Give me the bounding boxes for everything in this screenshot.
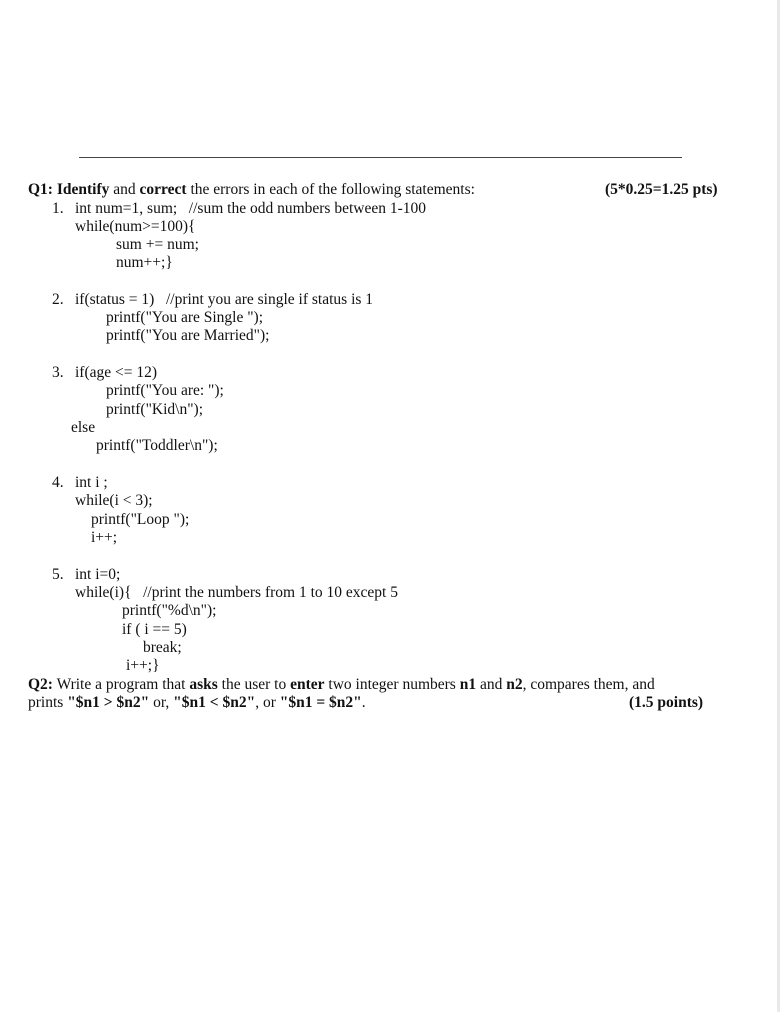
q1-heading (28, 181, 475, 199)
q2-text: prints (28, 694, 68, 711)
q1-identify: Identify (56, 181, 110, 198)
item-5-number: 5. (52, 566, 64, 583)
item-5-line-1: int i=0; (75, 566, 121, 583)
item-3-line-3: printf("Kid\n"); (106, 401, 204, 418)
q2-n1: n1 (459, 676, 477, 693)
q1-instruction: the errors in each of the following statements: (186, 181, 475, 198)
item-1-line-3: sum += num; (116, 236, 199, 253)
item-2-number: 2. (52, 291, 64, 308)
header-rule (79, 157, 682, 158)
q2-text: , or (255, 694, 280, 711)
q2-asks: asks (189, 676, 218, 693)
item-4-line-2: while(i < 3); (75, 492, 153, 509)
item-5-line-5: break; (143, 639, 182, 656)
q2-text: , compares them, and (522, 676, 655, 693)
q2-points: (1.5 points) (629, 694, 704, 711)
q2-text: Write a program that (52, 676, 190, 693)
item-5-line-6: i++;} (126, 657, 160, 674)
q2-line-2 (28, 694, 366, 712)
item-4-line-4: i++; (91, 529, 118, 546)
q2-text: and (476, 676, 507, 693)
q2-format-equal: "$n1 = $n2" (279, 694, 362, 711)
item-2-line-2: printf("You are Single "); (106, 309, 264, 326)
item-1-line-2: while(num>=100){ (75, 218, 196, 235)
item-2-line-1: if(status = 1) //print you are single if status is 1 (75, 291, 374, 308)
item-3-line-5: printf("Toddler\n"); (96, 437, 218, 454)
q2-text: the user to (217, 676, 291, 693)
item-1-line-4: num++;} (116, 254, 173, 271)
q2-format-greater: "$n1 > $n2" (67, 694, 150, 711)
q2-text: or, (149, 694, 174, 711)
q1-label: Q1: (28, 181, 53, 198)
q1-correct: correct (139, 181, 187, 198)
item-3-line-2: printf("You are: "); (106, 382, 224, 399)
item-3-line-1: if(age <= 12) (75, 364, 158, 381)
item-4-line-3: printf("Loop "); (91, 511, 190, 528)
q2-text: . (361, 694, 366, 711)
q2-enter: enter (290, 676, 325, 693)
q1-and: and (109, 181, 140, 198)
item-5-line-2: while(i){ //print the numbers from 1 to 10 except 5 (75, 584, 398, 601)
q2-line-1 (28, 676, 655, 694)
item-3-number: 3. (52, 364, 64, 381)
q2-format-less: "$n1 < $n2" (173, 694, 256, 711)
item-3-line-4: else (71, 419, 96, 436)
item-5-line-3: printf("%d\n"); (122, 602, 217, 619)
item-4-line-1: int i ; (75, 474, 108, 491)
q2-label: Q2: (28, 676, 53, 693)
item-1-number: 1. (52, 200, 64, 217)
item-5-line-4: if ( i == 5) (122, 621, 187, 638)
item-1-line-1: int num=1, sum; //sum the odd numbers between 1-100 (75, 200, 426, 217)
item-4-number: 4. (52, 474, 64, 491)
q2-text: two integer numbers (324, 676, 460, 693)
item-2-line-3: printf("You are Married"); (106, 327, 270, 344)
q2-n2: n2 (506, 676, 523, 693)
q1-points: (5*0.25=1.25 pts) (605, 181, 718, 198)
